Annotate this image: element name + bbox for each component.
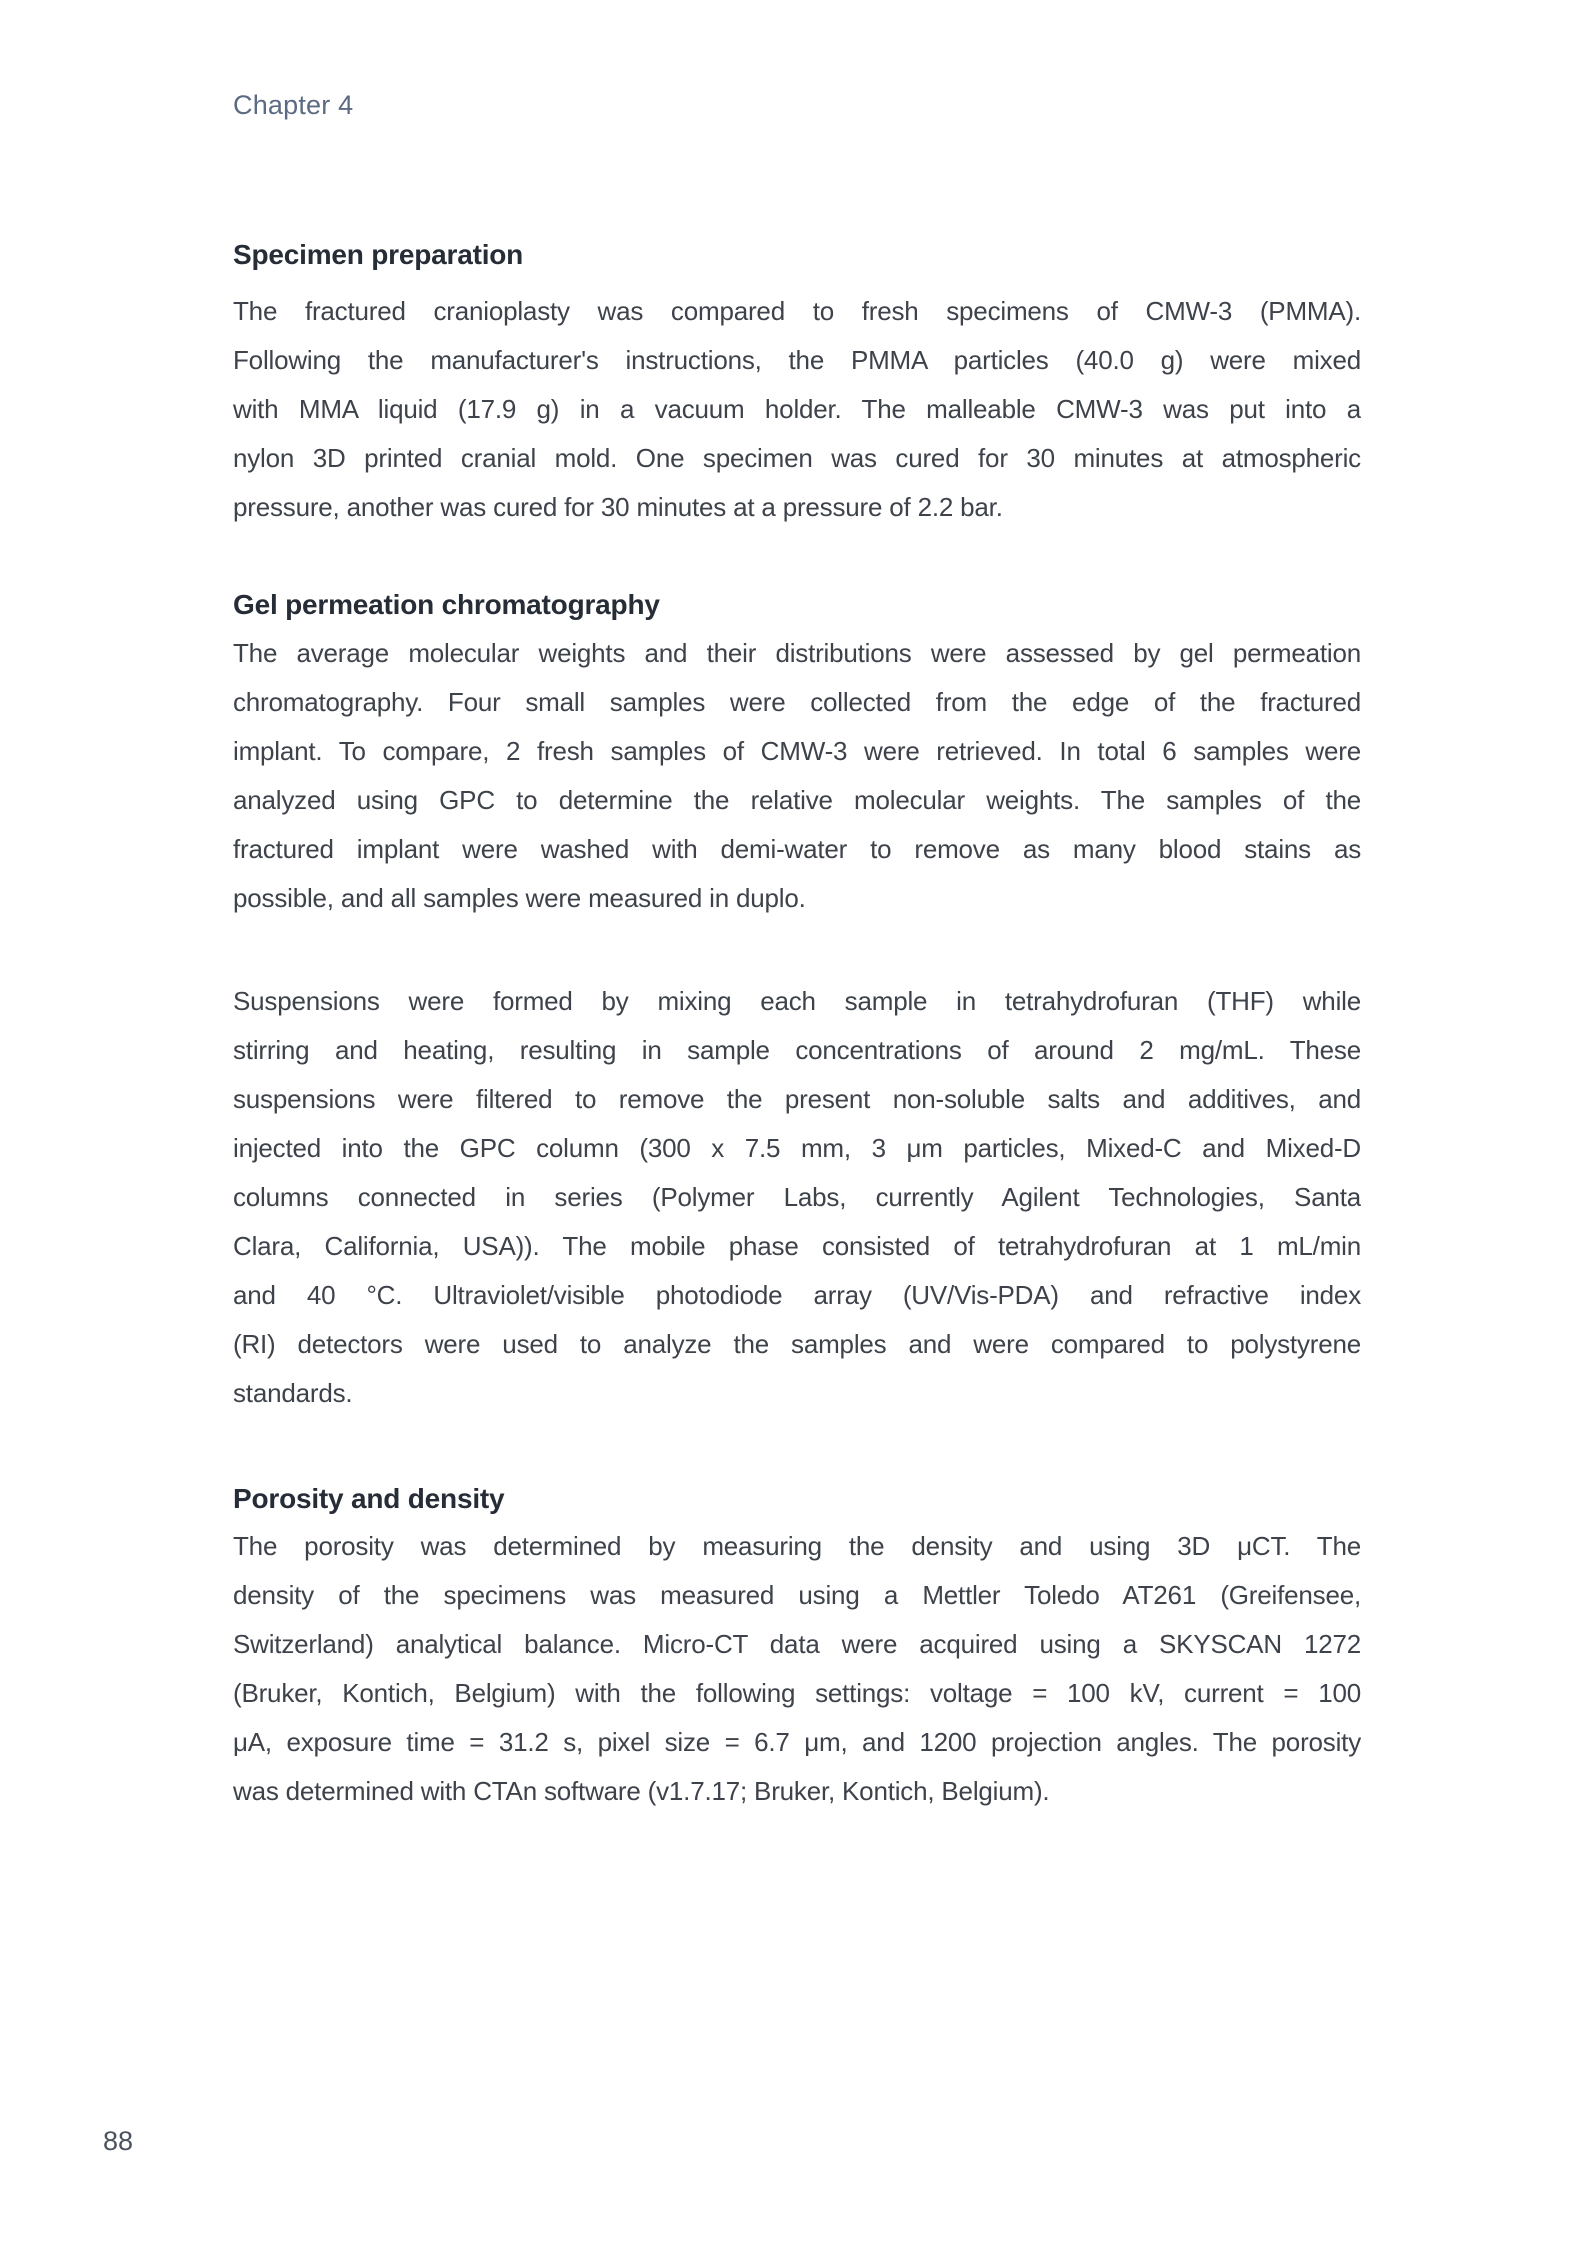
text-line: was determined with CTAn software (v1.7.17; Bruker, Kontich, Belgium). <box>233 1776 1050 1806</box>
text-line: The fractured cranioplasty was compared to fresh specimens of CMW-3 (PMMA). <box>233 296 1361 326</box>
section-heading-porosity-and-density: Porosity and density <box>233 1483 505 1514</box>
text-line: standards. <box>233 1378 353 1408</box>
text-line: μA, exposure time = 31.2 s, pixel size = 6.7 μm, and 1200 projection angles. The porosity <box>233 1727 1361 1757</box>
text-line: The porosity was determined by measuring the density and using 3D μCT. The <box>233 1531 1361 1561</box>
text-line: suspensions were filtered to remove the present non-soluble salts and additives, and <box>233 1084 1361 1114</box>
text-line: density of the specimens was measured using a Mettler Toledo AT261 (Greifensee, <box>233 1580 1361 1610</box>
paragraph-specimen-preparation <box>233 287 1361 532</box>
text-line: Following the manufacturer's instructions, the PMMA particles (40.0 g) were mixed <box>233 345 1361 375</box>
text-line: nylon 3D printed cranial mold. One specimen was cured for 30 minutes at atmospheric <box>233 443 1361 473</box>
text-line: and 40 °C. Ultraviolet/visible photodiode array (UV/Vis-PDA) and refractive index <box>233 1280 1361 1310</box>
text-line: Clara, California, USA)). The mobile phase consisted of tetrahydrofuran at 1 mL/min <box>233 1231 1361 1261</box>
page-number: 88 <box>103 2126 134 2156</box>
text-line: analyzed using GPC to determine the relative molecular weights. The samples of the <box>233 785 1361 815</box>
text-line: pressure, another was cured for 30 minutes at a pressure of 2.2 bar. <box>233 492 1003 522</box>
text-line: injected into the GPC column (300 x 7.5 mm, 3 μm particles, Mixed-C and Mixed-D <box>233 1133 1361 1163</box>
text-line: columns connected in series (Polymer Labs, currently Agilent Technologies, Santa <box>233 1182 1361 1212</box>
text-line: with MMA liquid (17.9 g) in a vacuum holder. The malleable CMW-3 was put into a <box>233 394 1361 424</box>
text-line: implant. To compare, 2 fresh samples of CMW-3 were retrieved. In total 6 samples were <box>233 736 1361 766</box>
section-heading-gel-permeation-chromatography: Gel permeation chromatography <box>233 589 660 620</box>
section-heading-specimen-preparation: Specimen preparation <box>233 239 524 270</box>
paragraph-porosity-and-density <box>233 1522 1361 1816</box>
text-line: stirring and heating, resulting in sample concentrations of around 2 mg/mL. These <box>233 1035 1361 1065</box>
text-line: The average molecular weights and their distributions were assessed by gel permeation <box>233 638 1361 668</box>
text-line: Switzerland) analytical balance. Micro-CT data were acquired using a SKYSCAN 1272 <box>233 1629 1361 1659</box>
text-line: Suspensions were formed by mixing each sample in tetrahydrofuran (THF) while <box>233 986 1361 1016</box>
text-line: (RI) detectors were used to analyze the samples and were compared to polystyrene <box>233 1329 1361 1359</box>
text-line: fractured implant were washed with demi-water to remove as many blood stains as <box>233 834 1361 864</box>
running-header: Chapter 4 <box>233 90 354 120</box>
text-line: (Bruker, Kontich, Belgium) with the following settings: voltage = 100 kV, current = 100 <box>233 1678 1361 1708</box>
paragraph-gpc-1 <box>233 629 1361 923</box>
paragraph-gpc-2 <box>233 977 1361 1418</box>
text-line: possible, and all samples were measured in duplo. <box>233 883 806 913</box>
text-line: chromatography. Four small samples were collected from the edge of the fractured <box>233 687 1361 717</box>
